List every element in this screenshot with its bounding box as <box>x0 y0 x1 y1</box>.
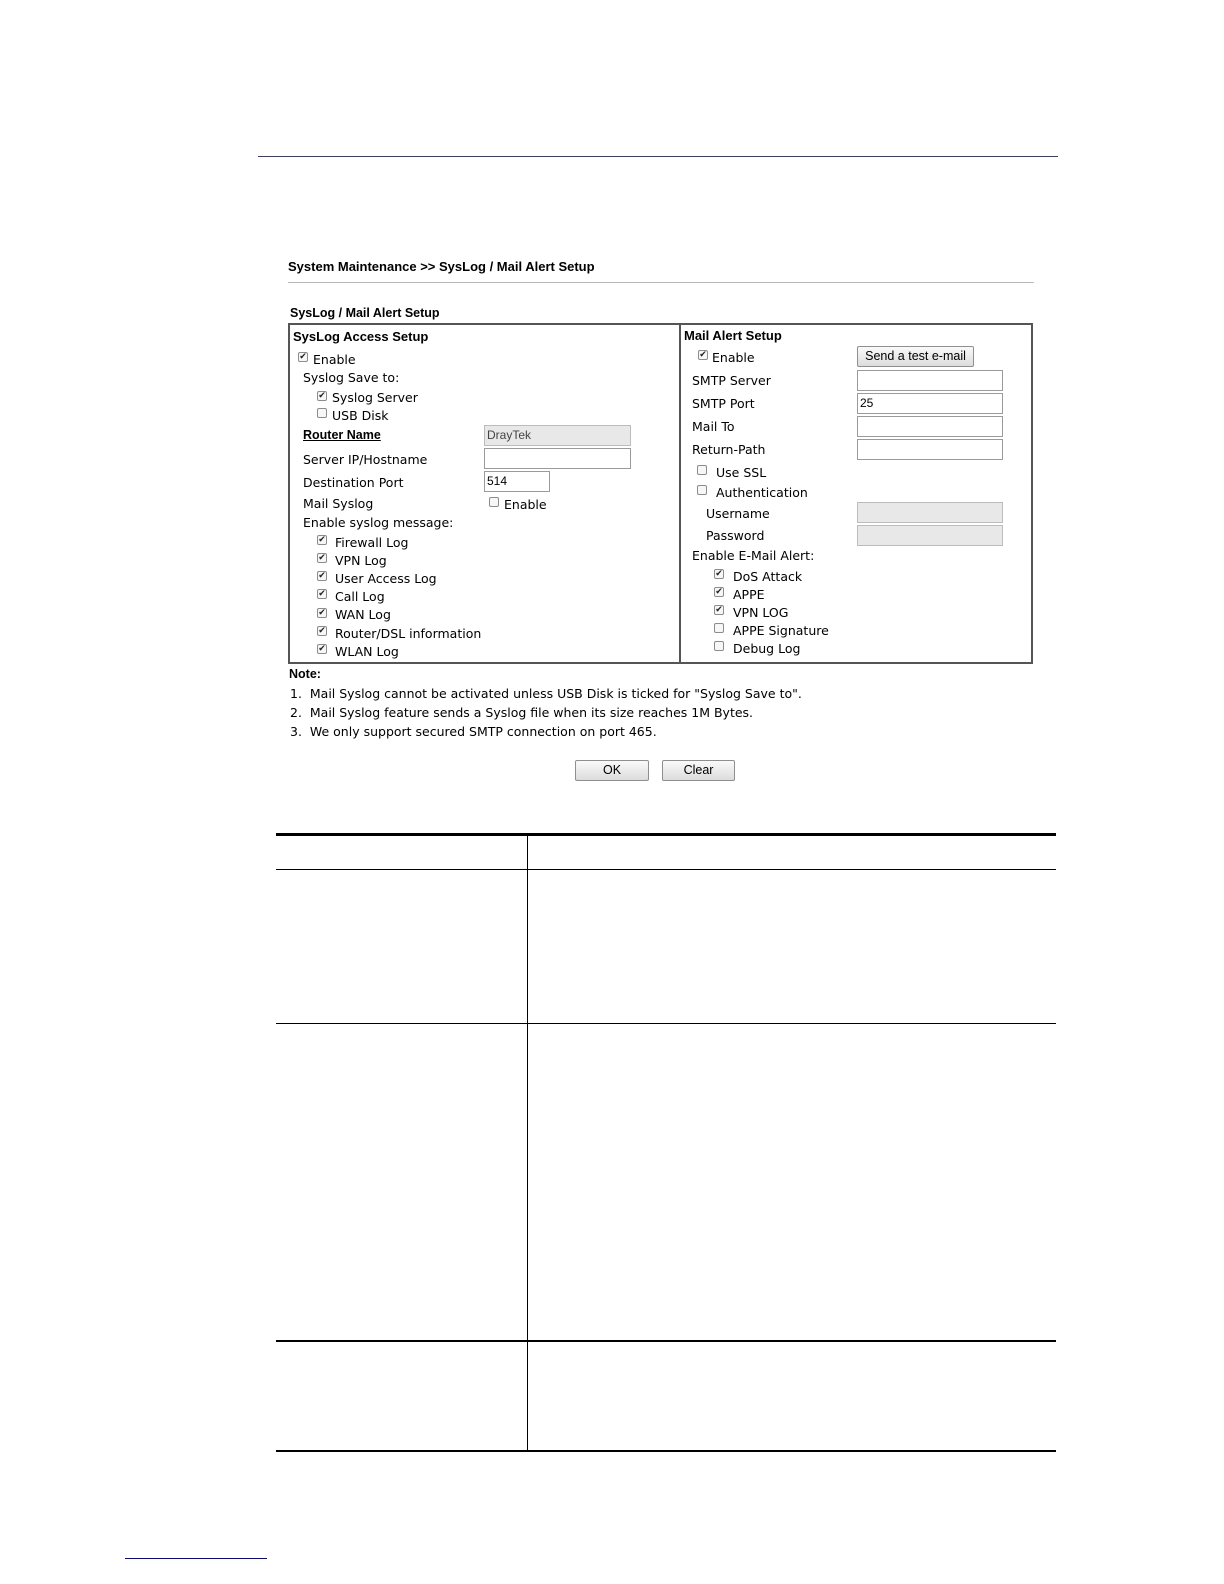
username-input[interactable] <box>857 502 1003 523</box>
table-row-divider <box>276 1023 1056 1024</box>
smtp-port-input[interactable]: 25 <box>857 393 1003 414</box>
section-title: SysLog / Mail Alert Setup <box>290 306 440 320</box>
router-name-label: Router Name <box>303 428 381 442</box>
firewall-log-label: Firewall Log <box>335 535 409 550</box>
appe-signature-checkbox[interactable] <box>714 623 724 633</box>
syslog-server-label: Syslog Server <box>332 390 418 405</box>
use-ssl-label: Use SSL <box>716 465 767 480</box>
panel-divider <box>679 323 681 664</box>
destination-port-input[interactable]: 514 <box>484 471 550 492</box>
return-path-input[interactable] <box>857 439 1003 460</box>
wlan-log-label: WLAN Log <box>335 644 399 659</box>
vpn-log-label: VPN Log <box>335 553 387 568</box>
authentication-checkbox[interactable] <box>697 485 707 495</box>
mail-alert-title: Mail Alert Setup <box>684 328 782 343</box>
mail-syslog-enable-label: Enable <box>504 497 547 512</box>
appe-signature-label: APPE Signature <box>733 623 829 638</box>
mail-to-input[interactable] <box>857 416 1003 437</box>
call-log-checkbox[interactable]: ✔ <box>318 589 326 599</box>
user-access-log-label: User Access Log <box>335 571 437 586</box>
username-label: Username <box>706 506 770 521</box>
mail-enable-label: Enable <box>712 350 755 365</box>
destination-port-label: Destination Port <box>303 475 404 490</box>
router-name-input[interactable]: DrayTek <box>484 425 631 446</box>
use-ssl-checkbox[interactable] <box>697 465 707 475</box>
syslog-save-to-label: Syslog Save to: <box>303 370 400 385</box>
table-bottom-border <box>276 1450 1056 1452</box>
table-row-divider <box>276 1340 1056 1342</box>
vpn-log-alert-checkbox[interactable]: ✔ <box>715 605 723 615</box>
wlan-log-checkbox[interactable]: ✔ <box>318 644 326 654</box>
router-dsl-info-checkbox[interactable]: ✔ <box>318 626 326 636</box>
usb-disk-checkbox[interactable] <box>317 408 327 418</box>
smtp-server-label: SMTP Server <box>692 373 771 388</box>
router-dsl-info-label: Router/DSL information <box>335 626 482 641</box>
syslog-access-title: SysLog Access Setup <box>293 329 429 344</box>
footer-link[interactable] <box>125 1558 267 1559</box>
syslog-server-checkbox[interactable]: ✔ <box>318 391 326 401</box>
user-access-log-checkbox[interactable]: ✔ <box>318 571 326 581</box>
send-test-email-button[interactable]: Send a test e-mail <box>857 346 974 367</box>
mail-to-label: Mail To <box>692 419 735 434</box>
wan-log-checkbox[interactable]: ✔ <box>318 608 326 618</box>
smtp-port-label: SMTP Port <box>692 396 755 411</box>
breadcrumb: System Maintenance >> SysLog / Mail Alert Setup <box>288 259 595 274</box>
enable-syslog-message-label: Enable syslog message: <box>303 515 454 530</box>
appe-checkbox[interactable]: ✔ <box>715 587 723 597</box>
password-input[interactable] <box>857 525 1003 546</box>
note-item-1: 1. Mail Syslog cannot be activated unless USB Disk is ticked for "Syslog Save to". <box>290 686 802 701</box>
breadcrumb-divider <box>288 282 1034 283</box>
note-title: Note: <box>289 667 321 681</box>
table-column-divider <box>527 835 528 1452</box>
table-top-border <box>276 833 1056 836</box>
mail-syslog-label: Mail Syslog <box>303 496 374 511</box>
wan-log-label: WAN Log <box>335 607 391 622</box>
enable-email-alert-label: Enable E-Mail Alert: <box>692 548 815 563</box>
firewall-log-checkbox[interactable]: ✔ <box>318 535 326 545</box>
server-ip-input[interactable] <box>484 448 631 469</box>
appe-label: APPE <box>733 587 765 602</box>
ok-button[interactable]: OK <box>575 760 649 781</box>
note-item-2: 2. Mail Syslog feature sends a Syslog file when its size reaches 1M Bytes. <box>290 705 754 720</box>
header-rule <box>258 156 1058 157</box>
table-header-divider <box>276 869 1056 870</box>
clear-button[interactable]: Clear <box>662 760 735 781</box>
vpn-log-checkbox[interactable]: ✔ <box>318 553 326 563</box>
note-item-3: 3. We only support secured SMTP connection on port 465. <box>290 724 657 739</box>
mail-syslog-enable-checkbox[interactable] <box>489 497 499 507</box>
dos-attack-checkbox[interactable]: ✔ <box>715 569 723 579</box>
return-path-label: Return-Path <box>692 442 766 457</box>
debug-log-checkbox[interactable] <box>714 641 724 651</box>
debug-log-label: Debug Log <box>733 641 801 656</box>
authentication-label: Authentication <box>716 485 808 500</box>
syslog-enable-label: Enable <box>313 352 356 367</box>
usb-disk-label: USB Disk <box>332 408 389 423</box>
smtp-server-input[interactable] <box>857 370 1003 391</box>
server-ip-label: Server IP/Hostname <box>303 452 428 467</box>
password-label: Password <box>706 528 765 543</box>
syslog-enable-checkbox[interactable]: ✔ <box>299 352 307 362</box>
mail-enable-checkbox[interactable]: ✔ <box>699 350 707 360</box>
dos-attack-label: DoS Attack <box>733 569 803 584</box>
call-log-label: Call Log <box>335 589 385 604</box>
vpn-log-alert-label: VPN LOG <box>733 605 789 620</box>
